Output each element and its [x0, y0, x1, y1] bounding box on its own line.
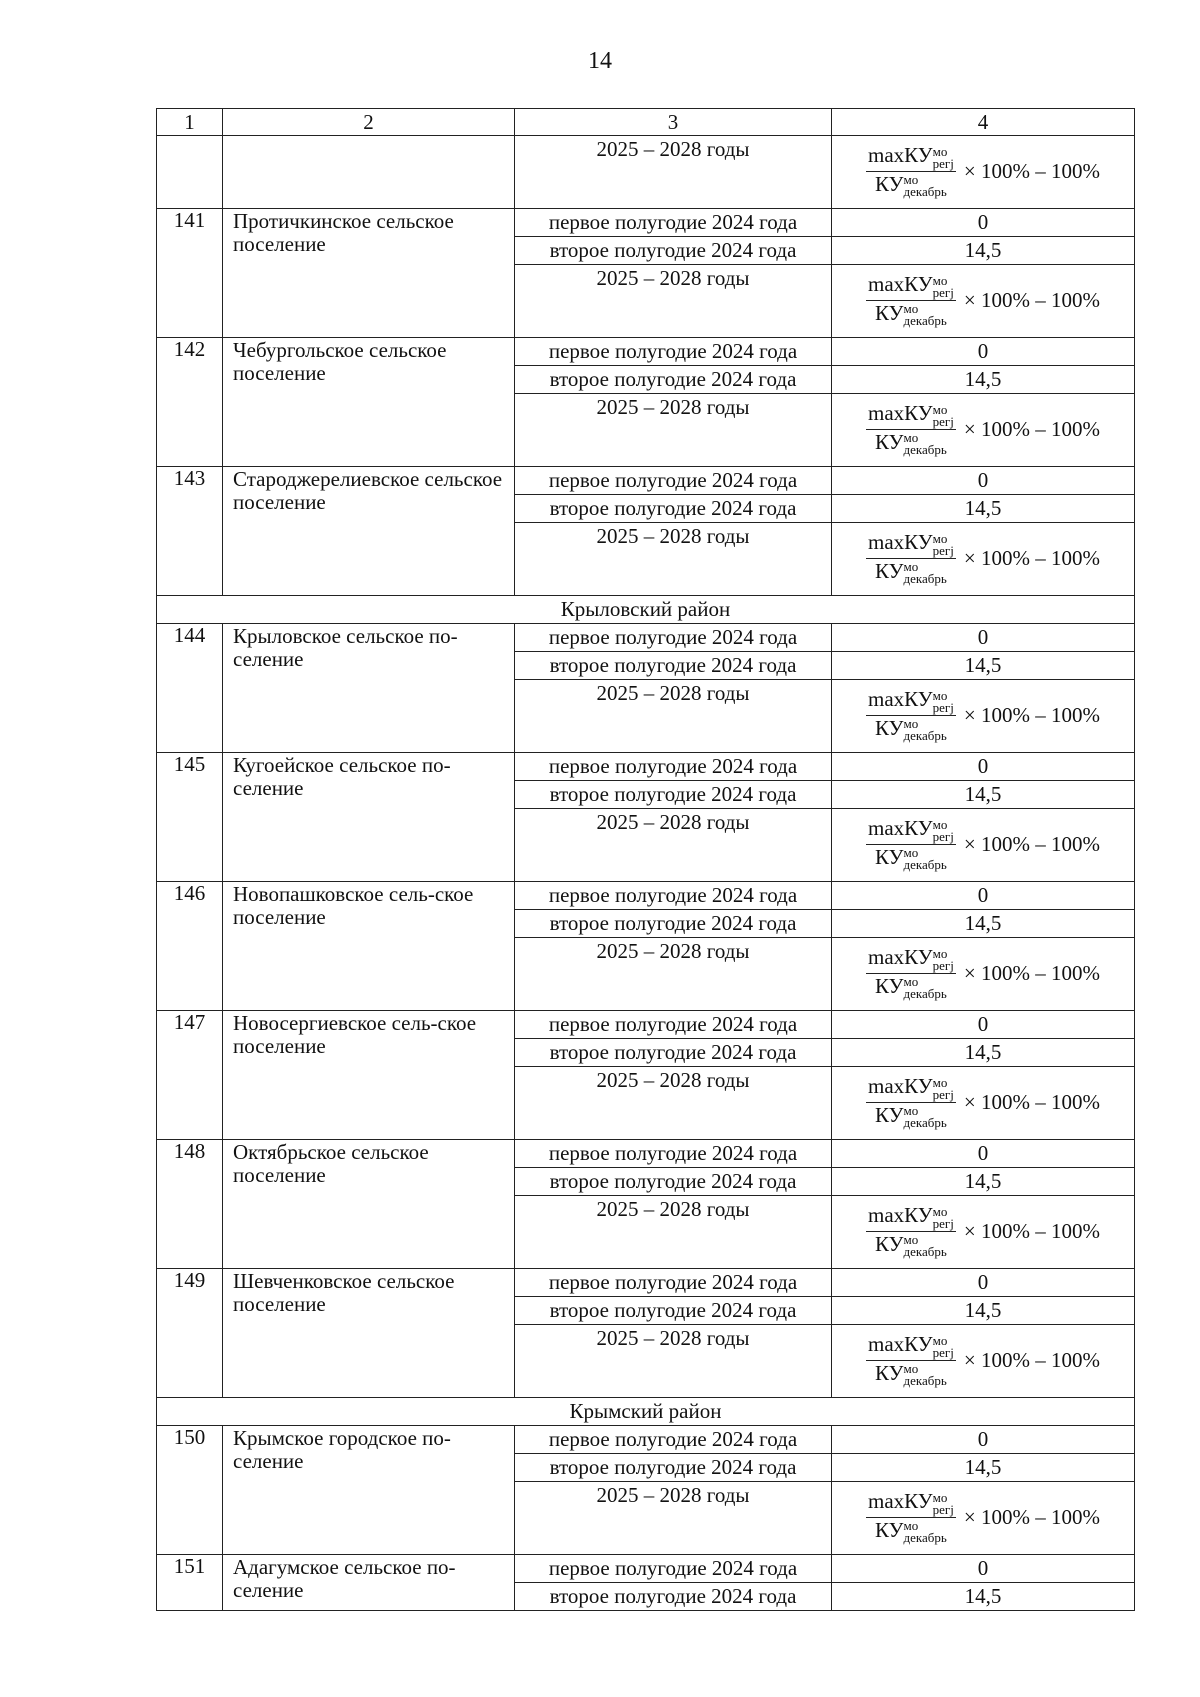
period-cell: второе полугодие 2024 года: [515, 1168, 832, 1196]
table-row: [157, 1269, 1135, 1297]
formula-multiplier: × 100% – 100%: [963, 1504, 1100, 1529]
page-number: 14: [588, 48, 612, 74]
settlement-name: Протичкинское сельское поселение: [223, 209, 515, 338]
row-number: 144: [157, 624, 223, 753]
table-row: [157, 1555, 1135, 1583]
value-cell: [832, 1196, 1135, 1269]
period-cell: второе полугодие 2024 года: [515, 366, 832, 394]
row-number: 147: [157, 1011, 223, 1140]
formula-multiplier: × 100% – 100%: [963, 416, 1100, 441]
formula-fraction: maxКУ мо регj КУ мо декабрь: [868, 687, 954, 743]
growth-formula: [832, 136, 1134, 206]
value-cell: [832, 136, 1135, 209]
growth-formula: [832, 1482, 1134, 1552]
period-cell: второе полугодие 2024 года: [515, 1039, 832, 1067]
column-header: 4: [832, 109, 1135, 136]
period-cell: первое полугодие 2024 года: [515, 753, 832, 781]
period-cell: первое полугодие 2024 года: [515, 209, 832, 237]
row-number: 143: [157, 467, 223, 596]
formula-fraction: maxКУ мо регj КУ мо декабрь: [868, 530, 954, 586]
value-cell: 14,5: [832, 495, 1135, 523]
row-number: 149: [157, 1269, 223, 1398]
value-cell: 0: [832, 338, 1135, 366]
formula-fraction: maxКУ мо регj КУ мо декабрь: [868, 816, 954, 872]
value-cell: 14,5: [832, 1297, 1135, 1325]
period-cell: второе полугодие 2024 года: [515, 237, 832, 265]
period-cell: первое полугодие 2024 года: [515, 467, 832, 495]
growth-formula: [832, 1325, 1134, 1395]
period-cell: первое полугодие 2024 года: [515, 1269, 832, 1297]
formula-fraction: maxКУ мо регj КУ мо декабрь: [868, 1332, 954, 1388]
period-cell: второе полугодие 2024 года: [515, 781, 832, 809]
period-cell: 2025 – 2028 годы: [515, 523, 832, 596]
period-cell: второе полугодие 2024 года: [515, 1297, 832, 1325]
column-header: 1: [157, 109, 223, 136]
period-cell: первое полугодие 2024 года: [515, 882, 832, 910]
value-cell: 14,5: [832, 1583, 1135, 1611]
table-row: [157, 1426, 1135, 1454]
formula-multiplier: × 100% – 100%: [963, 1347, 1100, 1372]
period-cell: второе полугодие 2024 года: [515, 495, 832, 523]
table-row: [157, 624, 1135, 652]
period-cell: 2025 – 2028 годы: [515, 1325, 832, 1398]
column-header-row: [157, 109, 1135, 136]
formula-multiplier: × 100% – 100%: [963, 960, 1100, 985]
growth-formula: [832, 265, 1134, 335]
settlement-name: Староджерелиевское сельское поселение: [223, 467, 515, 596]
row-number: 142: [157, 338, 223, 467]
period-cell: 2025 – 2028 годы: [515, 394, 832, 467]
value-cell: 0: [832, 467, 1135, 495]
formula-multiplier: × 100% – 100%: [963, 1218, 1100, 1243]
period-cell: второе полугодие 2024 года: [515, 652, 832, 680]
district-row: [157, 1398, 1135, 1426]
formula-multiplier: × 100% – 100%: [963, 1089, 1100, 1114]
period-cell: 2025 – 2028 годы: [515, 136, 832, 209]
formula-fraction: maxКУ мо регj КУ мо декабрь: [868, 143, 954, 199]
value-cell: 0: [832, 753, 1135, 781]
settlement-name: Адагумское сельское по-селение: [223, 1555, 515, 1611]
district-name: Крымский район: [157, 1398, 1135, 1426]
period-cell: первое полугодие 2024 года: [515, 1011, 832, 1039]
growth-formula: [832, 938, 1134, 1008]
value-cell: 14,5: [832, 781, 1135, 809]
settlement-name: Октябрьское сельское поселение: [223, 1140, 515, 1269]
district-name: Крыловский район: [157, 596, 1135, 624]
continuation-row: [157, 136, 1135, 209]
value-cell: 0: [832, 209, 1135, 237]
growth-formula: [832, 809, 1134, 879]
column-header: 2: [223, 109, 515, 136]
value-cell: 14,5: [832, 1168, 1135, 1196]
settlement-name: Крыловское сельское по-селение: [223, 624, 515, 753]
row-number: 145: [157, 753, 223, 882]
period-cell: 2025 – 2028 годы: [515, 1482, 832, 1555]
value-cell: [832, 1482, 1135, 1555]
value-cell: 0: [832, 1555, 1135, 1583]
formula-multiplier: × 100% – 100%: [963, 158, 1100, 183]
settlement-name: Кугоейское сельское по-селение: [223, 753, 515, 882]
period-cell: первое полугодие 2024 года: [515, 1140, 832, 1168]
table-row: [157, 753, 1135, 781]
formula-multiplier: × 100% – 100%: [963, 702, 1100, 727]
settlement-name: Чебургольское сельское поселение: [223, 338, 515, 467]
period-cell: первое полугодие 2024 года: [515, 338, 832, 366]
settlement-name: Шевченковское сельское поселение: [223, 1269, 515, 1398]
period-cell: 2025 – 2028 годы: [515, 809, 832, 882]
growth-formula: [832, 523, 1134, 593]
value-cell: 0: [832, 1426, 1135, 1454]
growth-formula: [832, 1067, 1134, 1137]
value-cell: 14,5: [832, 1454, 1135, 1482]
period-cell: второе полугодие 2024 года: [515, 910, 832, 938]
value-cell: [832, 523, 1135, 596]
value-cell: [832, 938, 1135, 1011]
value-cell: 14,5: [832, 910, 1135, 938]
value-cell: 14,5: [832, 1039, 1135, 1067]
value-cell: [832, 1067, 1135, 1140]
row-number: 150: [157, 1426, 223, 1555]
value-cell: 14,5: [832, 366, 1135, 394]
period-cell: первое полугодие 2024 года: [515, 1426, 832, 1454]
period-cell: 2025 – 2028 годы: [515, 1067, 832, 1140]
district-row: [157, 596, 1135, 624]
table-row: [157, 209, 1135, 237]
growth-formula: [832, 1196, 1134, 1266]
table-row: [157, 1011, 1135, 1039]
table-row: [157, 882, 1135, 910]
formula-fraction: maxКУ мо регj КУ мо декабрь: [868, 945, 954, 1001]
value-cell: 0: [832, 1140, 1135, 1168]
row-number: 148: [157, 1140, 223, 1269]
value-cell: [832, 809, 1135, 882]
period-cell: второе полугодие 2024 года: [515, 1583, 832, 1611]
period-cell: первое полугодие 2024 года: [515, 624, 832, 652]
table-row: [157, 467, 1135, 495]
period-cell: первое полугодие 2024 года: [515, 1555, 832, 1583]
settlement-name: Новопашковское сель-ское поселение: [223, 882, 515, 1011]
period-cell: 2025 – 2028 годы: [515, 1196, 832, 1269]
column-header: 3: [515, 109, 832, 136]
growth-formula: [832, 680, 1134, 750]
table-row: [157, 1140, 1135, 1168]
period-cell: 2025 – 2028 годы: [515, 680, 832, 753]
period-cell: второе полугодие 2024 года: [515, 1454, 832, 1482]
settlement-name: Новосергиевское сель-ское поселение: [223, 1011, 515, 1140]
formula-multiplier: × 100% – 100%: [963, 545, 1100, 570]
row-number: 141: [157, 209, 223, 338]
value-cell: 0: [832, 1011, 1135, 1039]
value-cell: 0: [832, 624, 1135, 652]
settlement-name: Крымское городское по-селение: [223, 1426, 515, 1555]
formula-fraction: maxКУ мо регj КУ мо декабрь: [868, 1203, 954, 1259]
formula-fraction: maxКУ мо регj КУ мо декабрь: [868, 1489, 954, 1545]
period-cell: 2025 – 2028 годы: [515, 938, 832, 1011]
period-cell: 2025 – 2028 годы: [515, 265, 832, 338]
row-number: 151: [157, 1555, 223, 1611]
formula-multiplier: × 100% – 100%: [963, 287, 1100, 312]
formula-fraction: maxКУ мо регj КУ мо декабрь: [868, 272, 954, 328]
value-cell: 0: [832, 1269, 1135, 1297]
value-cell: [832, 680, 1135, 753]
tariff-table: [156, 108, 1135, 1611]
value-cell: [832, 265, 1135, 338]
value-cell: 14,5: [832, 652, 1135, 680]
table-row: [157, 338, 1135, 366]
value-cell: [832, 394, 1135, 467]
formula-multiplier: × 100% – 100%: [963, 831, 1100, 856]
row-number: 146: [157, 882, 223, 1011]
value-cell: 0: [832, 882, 1135, 910]
value-cell: [832, 1325, 1135, 1398]
formula-fraction: maxКУ мо регj КУ мо декабрь: [868, 401, 954, 457]
value-cell: 14,5: [832, 237, 1135, 265]
growth-formula: [832, 394, 1134, 464]
formula-fraction: maxКУ мо регj КУ мо декабрь: [868, 1074, 954, 1130]
